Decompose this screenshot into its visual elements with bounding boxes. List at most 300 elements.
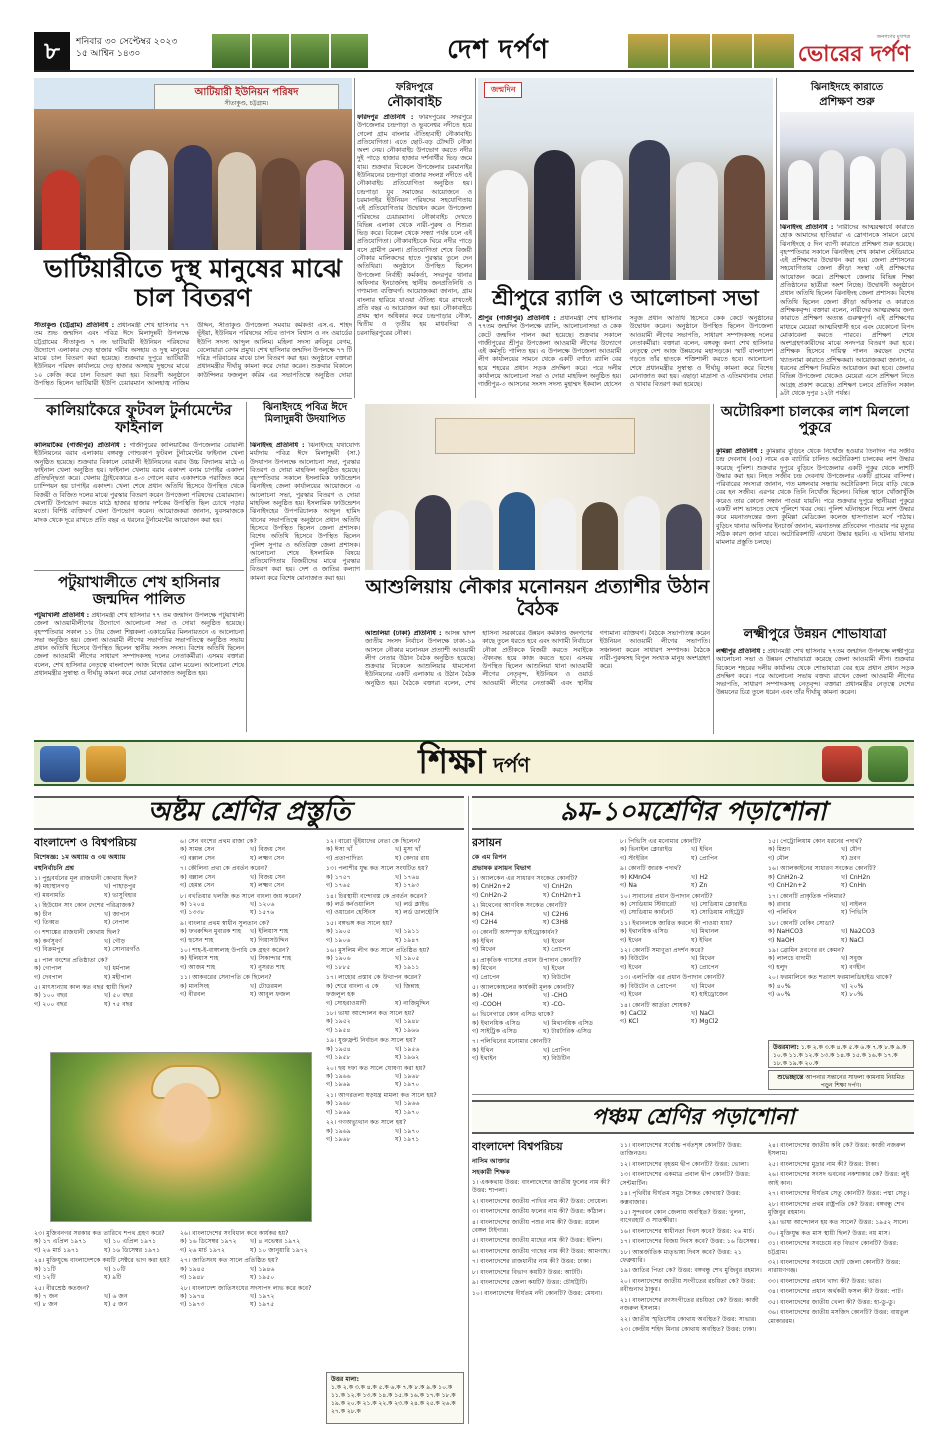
option-text: ক) KMnO4 (620, 873, 651, 881)
option-text: ক) বিউটেন ও প্রোপেন (620, 982, 677, 990)
question-text: ৭। কৌলিন্য প্রথা কে প্রবর্তন করেন? (180, 865, 268, 873)
class8-questions-b (180, 838, 320, 1000)
option-text: ঘ) ১০ জানুয়ারি ১৯৭২ (250, 1246, 308, 1254)
story2-text: ফরিদপুরের সদরপুরে উপজেলার চন্দ্রপাড়া ও ভুবনেশ্বর নদীতে হয়ে গেলো গ্রাম বাংলার ঐতিহ্যবাহী নৌকাবাইচ প্রতিযোগিতা। এতে ছোট-বড় চৌদ্দটি নৌকা অংশ নেয়। নৌকাবাইচ উপভোগ করতে নদীর দুই পাড়ে হাজার হাজার দর্শনার্থীর ভিড় জমে যায়। শুক্রবার বিকেলে উপজেলার চরমানাইর ইউনিয়নের চন্দ্রপাড়া বাজার সংলগ্ন নদীতে এই নৌকাবাইচ প্রতিযোগিতা অনুষ্ঠিত হয়। চন্দ্রপাড়া যুব সমাজের আয়োজনে ও চরমানাইর ইউনিয়ন পরিষদের সহযোগিতায় এই প্রতিযোগিতার উদ্বোধন করেন উপজেলা পরিষদের চেয়ারম্যান। নৌকাবাইচ দেখতে বিভিন্ন এলাকা থেকে নারী-পুরুষ ও শিশুরা ভিড় করে। বিকেল থেকে সন্ধ্যা পর্যন্ত চলে এই প্রতিযোগিতা। নৌকাবাইচকে ঘিরে নদীর পাড়ে বসে গ্রামীণ মেলা। প্রতিযোগিতা শেষে বিজয়ী নৌকার মালিকদের হাতে পুরস্কার তুলে দেন অতিথিরা। অনুষ্ঠানে উপস্থিত ছিলেন উপজেলা নির্বাহী কর্মকর্তা, সদরপুর থানার অফিসার ইনচার্জসহ স্থানীয় জনপ্রতিনিধি ও গণ্যমান্য ব্যক্তিবর্গ। আয়োজকরা জানান, গ্রাম বাংলার হারিয়ে যাওয়া ঐতিহ্য ধরে রাখতেই প্রতি বছর এ আয়োজন করা হয়। নৌকাবাইচে প্রথম স্থান অধিকার করে চন্দ্রপাড়ার নৌকা, দ্বিতীয় ও তৃতীয় হয় মাধবদিয়া ও চরনাছিরপুরের নৌকা। (357, 114, 472, 337)
option-text: ঘ) ইথিন (691, 936, 712, 944)
story7-text: প্রধানমন্ত্রী শেখ হাসিনার ৭৭ তম জন্মদিন উপলক্ষে পটুয়াখালী জেলা আওয়ামীলীগের উদ্যোগে আলোচনা সভা ও দোয়া অনুষ্ঠিত হয়েছে। বৃহস্পতিবার সকাল ১১ টায় জেলা শিল্পকলা একাডেমির মিলনায়তনে এ আলোচনা সভা অনুষ্ঠিত হয়। জেলা আওয়ামী লীগের সভাপতির সভাপতিত্বে অনুষ্ঠিত সভায় প্রধান অতিথি হিসেবে উপস্থিত ছিলেন স্থানীয় সংসদ সদস্য। বিশেষ অতিথি ছিলেন জেলা আওয়ামী লীগের সাধারণ সম্পাদকসহ দলের নেতাকর্মীরা। এসময় বক্তারা বলেন, শেখ হাসিনার নেতৃত্বে বাংলাদেশ আজ বিশ্বের রোল মডেল। আলোচনা শেষে প্রধানমন্ত্রীর সুস্বাস্থ্য ও দীর্ঘায়ু কামনা করে দোয়া মোনাজাত অনুষ্ঠিত হয়। (34, 612, 244, 678)
question-text: ১৬। অ্যালকাইনের সাধারণ সংকেত কোনটি? (768, 865, 876, 873)
story6-byline: ঝিনাইদহ প্রতিনিধি : (250, 442, 305, 449)
question-text: ২১। আগরতলা ষড়যন্ত্র মামলা কত সালে হয়? (326, 1091, 437, 1099)
option-text: খ) সবুজ (841, 955, 863, 963)
option-text: ক) NaHCO3 (768, 928, 803, 936)
story1-photo-banner (154, 84, 339, 110)
option-text: ক) শেরে বাংলা এ কে ফজলুল হক (326, 982, 379, 999)
divider (776, 78, 777, 398)
question-answer: ৯। বাংলাদেশের জেলা কয়টি? উত্তর: চৌষট্টিটি। (472, 1279, 588, 1287)
question-answer: ১৬। বাংলাদেশের স্বাধীনতা দিবস কবে? উত্তর: ২৬ মার্চ। (620, 1227, 755, 1235)
option-text: খ) ১৯৭০ (395, 1127, 420, 1135)
question-options (34, 911, 174, 928)
option-text: খ) বিজয় সেন (250, 873, 286, 881)
option-text: ঘ) ৮০% (841, 991, 864, 999)
option-text: ঘ) বর্ণহীন (841, 963, 866, 971)
question-text: ১৮। ভাষা আন্দোলন কত সালে হয়? (326, 1010, 415, 1018)
option-text: খ) H2 (691, 873, 709, 881)
story1-banner-text: আটিয়ারী ইউনিয়ন পরিষদ (194, 86, 299, 98)
story3-photo (478, 78, 773, 280)
option-text: ক) রাবার (768, 900, 791, 908)
question-options (180, 928, 320, 945)
question-answer: ৫। বাংলাদেশের জাতীয় মাছের নাম কী? উত্তর: ইলিশ। (472, 1237, 603, 1245)
option-text: গ) মৌল (768, 854, 789, 862)
story10-text: প্রধানমন্ত্রী শেখ হাসিনার ৭৭তম জন্মদিন উপলক্ষে লক্ষ্মীপুরে আলোচনা সভা ও উন্নয়ন শোভাযাত্রা করেছে জেলা আওয়ামী লীগ। শুক্রবার বিকেলে শহরের দলীয় কার্যালয় থেকে শোভাযাত্রা বের হয়ে প্রধান প্রধান সড়ক প্রদক্ষিণ করে। পরে আলোচনা সভায় বক্তব্য রাখেন জেলা আওয়ামী লীগের সভাপতি, সাধারণ সম্পাদকসহ নেতৃবৃন্দ। বক্তারা প্রধানমন্ত্রীর নেতৃত্বে দেশের উন্নয়নের চিত্র তুলে ধরেন এবং তাঁর দীর্ঘায়ু কামনা করেন। (716, 648, 914, 697)
option-text: ঘ) প্রোপেন (543, 946, 571, 954)
option-text: গ) NaOH (768, 936, 795, 944)
option-text: খ) -CHO (543, 992, 568, 1000)
question-answer: ২৬। বাংলাদেশের সংসদ ভবনের নকশাকার কে? উত্তর: লুই আই কান। (768, 1171, 910, 1187)
option-text: গ) প্রতাপাদিত্য (326, 854, 363, 862)
question-answer: ২৮। বাংলাদেশের প্রথম রাষ্ট্রপতি কে? উত্তর: বঙ্গবন্ধু শেখ মুজিবুর রহমান। (768, 1200, 905, 1216)
question-answer: ১১। বাংলাদেশের সর্বোচ্চ পর্বতশৃঙ্গ কোনটি? উত্তর: তাজিনডং। (620, 1142, 742, 1158)
option-text: খ) ৬ জন (104, 1292, 128, 1300)
question-text: ৬। সেন বংশের প্রথম রাজা কে? (180, 838, 257, 845)
option-text: গ) ২৬ মার্চ ১৯৭১ (34, 1246, 80, 1254)
question-options (326, 846, 464, 863)
question-answer: ৪। বাংলাদেশের জাতীয় পশুর নাম কী? উত্তর: রয়েল বেঙ্গল টাইগার। (472, 1218, 600, 1234)
date-bengali: ১৫ আশ্বিন ১৪৩০ (76, 49, 141, 60)
option-text: ঘ) ভাসুবিহার (104, 891, 137, 899)
option-text: ঘ) CnH2n+1 (543, 891, 582, 899)
emperor-portrait-illustration (50, 1052, 312, 1222)
story1-byline: সীতাকুণ্ড (চট্টগ্রাম) প্রতিনিধি : (34, 322, 115, 329)
question-answer: ৩১। বাংলাদেশের সবচেয়ে বড় বিভাগ কোনটি? উত্তর: চট্টগ্রাম। (768, 1240, 899, 1256)
story6-headline: ঝিনাইদহে পবিত্র ঈদে মিলাদুন্নবী উদযাপিত (262, 402, 348, 425)
education-banner-title: শিক্ষা (418, 742, 486, 783)
question-answer: ১৮। আন্তর্জাতিক মাতৃভাষা দিবস কবে? উত্তর: ২১ ফেব্রুয়ারি। (620, 1248, 742, 1265)
option-text: গ) আজম শাহ (180, 963, 216, 971)
newspaper-logo (796, 32, 914, 70)
question-text: ১৩। পলাশীর যুদ্ধ কত সালে সংঘটিত হয়? (326, 865, 429, 873)
option-text: ক) লর্ড কর্নওয়ালিস (326, 900, 375, 908)
question-text: ৩। শশাঙ্কের রাজধানী কোথায় ছিল? (34, 929, 120, 937)
question-options (768, 874, 914, 891)
question-answer: ২৩। কেন্দ্রীয় শহিদ মিনার কোথায় অবস্থিত? উত্তর: ঢাকা। (620, 1326, 757, 1334)
option-text: ঘ) কেদার রায় (395, 854, 430, 862)
question-options (34, 1238, 174, 1255)
question-answer: ১৪। পৃথিবীর দীর্ঘতম সমুদ্র সৈকত কোথায়? উত্তর: কক্সবাজার। (620, 1190, 741, 1206)
question-options (326, 1128, 464, 1145)
question-answer: ৩২। বাংলাদেশের সবচেয়ে ছোট জেলা কোনটি? উত্তর: নারায়ণগঞ্জ। (768, 1259, 901, 1275)
question-answer: ৮। বাংলাদেশের বিভাগ কয়টি? উত্তর: আটটি। (472, 1268, 583, 1276)
question-options (620, 901, 762, 918)
class5-col2 (620, 1140, 762, 1424)
question-options (620, 874, 762, 891)
option-text: গ) ১৩৩৮ (180, 909, 205, 917)
question-options (620, 1010, 762, 1027)
option-text: গ) বিক্রমপুর (34, 946, 64, 954)
story5-body (34, 442, 244, 566)
class5-teacher: নাসিম আক্তার (472, 1156, 510, 1165)
option-text: ঘ) ১৯৫০ (250, 1274, 275, 1282)
question-text: ৫। অ্যালকোহলের কার্যকরী মূলক কোনটি? (472, 983, 575, 991)
story3-text: প্রধানমন্ত্রী শেখ হাসিনার ৭৭তম জন্মদিন উপলক্ষে র‍্যালি, আলোচনাসভা ও কেক কেটে জন্মদিন পালন করা হয়েছে। শুক্রবার সকালে গাজীপুরের শ্রীপুর উপজেলা আওয়ামী লীগের উদ্যোগে এই কর্মসূচি পালিত হয়। এ উপলক্ষে উপজেলা আওয়ামী লীগ কার্যালয়ের সামনে থেকে একটি বর্ণাঢ্য র‍্যালি বের হয়ে শহরের প্রধান সড়ক প্রদক্ষিণ করে। পরে দলীয় কার্যালয়ে আলোচনা সভা ও দোয়া মাহফিল অনুষ্ঠিত হয়। গাজীপুর-৩ আসনের সংসদ সদস্য মুহাম্মদ ইকবাল হোসেন সবুজ প্রধান অতিথি হিসেবে কেক কেটে অনুষ্ঠানের উদ্বোধন করেন। অনুষ্ঠানে উপস্থিত ছিলেন উপজেলা আওয়ামী লীগের সভাপতি, সাধারণ সম্পাদকসহ দলের নেতাকর্মীরা। বক্তারা বলেন, বঙ্গবন্ধু কন্যা শেখ হাসিনার নেতৃত্বে দেশ আজ উন্নয়নের মহাসড়কে। স্মার্ট বাংলাদেশ গড়তে তাঁর হাতকে শক্তিশালী করতে হবে। আলোচনা শেষে প্রধানমন্ত্রীর সুস্বাস্থ্য ও দীর্ঘায়ু কামনা করে বিশেষ মোনাজাত করা হয়। এছাড়া মাদ্রাসা ও এতিমখানায় দোয়া ও খাবার বিতরণ করা হয়েছে। (478, 315, 773, 389)
question-text: ১৯। ব্রোমিন দ্রবণের রং কেমন? (768, 947, 845, 955)
option-text: ঘ) ১৯৭৫ (250, 1301, 275, 1309)
question-text: ৯। বাংলার প্রথম স্বাধীন সুলতান কে? (180, 919, 270, 927)
question-options (326, 874, 464, 891)
story4-kicker: ঝিনাইদহে কারাতে (810, 82, 884, 93)
option-text: খ) ইথেন (543, 965, 565, 973)
question-text: ১৩। এলপিজি এর প্রধান উপাদান কোনটি? (620, 974, 725, 982)
class5-questions-a (472, 1179, 614, 1298)
story4-body (780, 224, 914, 396)
option-text: খ) ১৯৬৮ (395, 1072, 420, 1080)
option-text: গ) ইথেন (620, 963, 642, 971)
story9-text: কুমিল্লার বুড়িচং থেকে নিখোঁজ হওয়ার তিনদিন পর সজীব চন্দ্র দেবনাথ (৩৫) নামে এক ব্যাটারি চালিত অটোরিকশা চালকের লাশ উদ্ধার করেছে পুলিশ। শুক্রবার দুপুরে বুড়িচং উপজেলার একটি পুকুর থেকে লাশটি উদ্ধার করা হয়। নিহত সজীব চন্দ্র দেবনাথ উপজেলার একটি গ্রামের বাসিন্দা। পরিবারের সদস্যরা জানান, গত মঙ্গলবার সন্ধ্যায় অটোরিকশা নিয়ে বাড়ি থেকে বের হন সজীব। এরপর থেকে তিনি নিখোঁজ ছিলেন। বিভিন্ন স্থানে খোঁজাখুঁজি করেও তার কোনো সন্ধান পাওয়া যায়নি। পরে শুক্রবার দুপুরে স্থানীয়রা পুকুরে একটি লাশ ভাসতে দেখে পুলিশে খবর দেয়। পুলিশ ঘটনাস্থলে গিয়ে লাশ উদ্ধার করে ময়নাতদন্তের জন্য কুমিল্লা মেডিকেল কলেজ হাসপাতাল মর্গে পাঠায়। বুড়িচং থানার অফিসার ইনচার্জ জানান, ময়নাতদন্ত প্রতিবেদন পাওয়ার পর মৃত্যুর সঠিক কারণ জানা যাবে। অটোরিকশাটি এখনো উদ্ধার হয়নি। এ ঘটনায় থানায় মামলার প্রস্তুতি চলছে। (716, 448, 914, 547)
class5-questions-c (768, 1142, 914, 1326)
question-answer: ৩৫। বাংলাদেশের জাতীয় খেলা কী? উত্তর: হা-ডু-ডু। (768, 1298, 895, 1306)
option-text: ক) ১১টি (34, 1265, 56, 1273)
question-text: ৯। কোনটি জারক পদার্থ? (620, 865, 682, 873)
option-text: খ) লর্ড ক্লাইভ (395, 900, 430, 908)
class5-col1 (472, 1140, 614, 1424)
class910-answer-title: উত্তরমালা: (773, 1044, 799, 1051)
option-text: গ) ১৯৫৮ (326, 1054, 351, 1062)
option-text: খ) ১৯৬৬ (395, 1100, 420, 1108)
option-text: গ) ইথেন (620, 991, 642, 999)
option-text: ঘ) সোনারগাঁও (104, 946, 140, 954)
question-text: ৮। পিভিসি এর মনোমার কোনটি? (620, 838, 702, 845)
question-answer: ১৩। বাংলাদেশের একমাত্র প্রবাল দ্বীপ কোনটি? উত্তর: সেন্টমার্টিন। (620, 1171, 751, 1187)
option-text: খ) ১৭৬৪ (395, 873, 420, 881)
question-answer: ২। বাংলাদেশের জাতীয় পাখির নাম কী? উত্তর: দোয়েল। (472, 1197, 608, 1205)
option-text: খ) ১৯৭২ (250, 1292, 275, 1300)
option-text: খ) ১৯০৫ (395, 955, 420, 963)
question-options (768, 846, 914, 863)
option-text: গ) বীরবল (180, 991, 206, 999)
option-text: খ) মুসা খাঁ (395, 846, 421, 854)
option-text: ঘ) NaCl (841, 936, 864, 944)
story1-photo-people (34, 130, 352, 250)
option-text: গ) ১৯৭৩ (180, 1301, 205, 1309)
option-text: খ) ১০টি (104, 1265, 126, 1273)
option-text: ঘ) CnHn (841, 882, 867, 890)
option-text: ঘ) ১৯৭১ (395, 1135, 420, 1143)
option-text: খ) ১৯১১ (395, 928, 420, 936)
story5-byline: কালিয়াকৈর (গাজীপুর) প্রতিনিধি : (34, 442, 126, 449)
question-text: ৩। কোনটি অসম্পৃক্ত হাইড্রোকার্বন? (472, 929, 558, 937)
question-options (472, 992, 614, 1009)
question-options (180, 955, 320, 972)
option-text: ক) ১৯৫২ (326, 1018, 351, 1026)
class910-designation: প্রভাষক রসায়ন বিভাগ (472, 863, 532, 872)
option-text: খ) ৪ নভেম্বর ১৯৭২ (250, 1238, 301, 1246)
option-text: খ) মিথানয়িক এসিড (543, 1019, 593, 1027)
brand-name: ভোরের দর্পণ (797, 41, 910, 68)
option-text: গ) হলুদ (768, 963, 788, 971)
option-text: ঘ) ১৯৭০ (395, 1081, 420, 1089)
option-text: ক) ১৭ এপ্রিল ১৯৭১ (34, 1238, 87, 1246)
question-options (472, 883, 614, 900)
question-answer: ১। এককথায় উত্তর: বাংলাদেশের জাতীয় ফুলের নাম কী? উত্তর: শাপলা। (472, 1178, 610, 1195)
story1-photo (34, 78, 352, 250)
question-options (326, 983, 464, 1008)
option-text: ঘ) লক্ষ্মণ সেন (250, 854, 285, 862)
question-text: ১২। বারো ভূঁইয়াদের নেতা কে ছিলেন? (326, 838, 421, 845)
option-text: গ) প্রোপেন (472, 973, 500, 981)
story6-text: ঝিনাইদহে যথাযোগ্য মর্যাদায় পবিত্র ঈদে মিলাদুন্নবী (সা.) উদযাপন উপলক্ষে আলোচনা সভা, পুরস্কার বিতরণ ও দোয়া মাহফিল অনুষ্ঠিত হয়েছে। বৃহস্পতিবার সকালে ইসলামিক ফাউন্ডেশন ঝিনাইদহ জেলা কার্যালয়ের আয়োজনে এ আলোচনা সভা, পুরস্কার বিতরণ ও দোয়া মাহফিল অনুষ্ঠিত হয়। ইসলামিক ফাউন্ডেশন ঝিনাইদহের উপপরিচালক আব্দুল হামিদ খানের সভাপতিত্বে অনুষ্ঠানে প্রধান অতিথি হিসেবে উপস্থিত ছিলেন জেলা প্রশাসক। বিশেষ অতিথি হিসেবে উপস্থিত ছিলেন পুলিশ সুপার ও অতিরিক্ত জেলা প্রশাসক। আলোচনা শেষে ইসলামিক বিষয়ে প্রতিযোগিতায় বিজয়ীদের মাঝে পুরস্কার বিতরণ করা হয়। দেশ ও জাতির কল্যাণ কামনা করে বিশেষ মোনাজাত করা হয়। (250, 442, 360, 582)
option-text: ঘ) প্রোপিন (691, 854, 718, 862)
divider (34, 398, 352, 399)
masthead (34, 32, 914, 72)
option-text: ঘ) ৭৫ বছর (104, 1000, 133, 1008)
question-text: ৬। ভিনেগারে কোন এসিড থাকে? (472, 1011, 554, 1019)
story5-text: গাজীপুরের কালিয়াকৈর উপজেলার বোয়ালী ইউনিয়নের বরাব এলাকায় বঙ্গবন্ধু গোল্ডকাপ ফুটবল টুর্নামেন্টের ফাইনাল খেলা অনুষ্ঠিত হয়েছে। শুক্রবার বিকালে বোয়ালী ইউনিয়নের বরাব উচ্চ বিদ্যালয় মাঠে এ ফাইনাল খেলা অনুষ্ঠিত হয়। ফাইনাল খেলায় বরাব একাদশ বনাম চাপাইর একাদশ প্রতিদ্বন্দ্বিতা করে। খেলায় ট্রাইবেকারে ৪-৩ গোলে বরাব একাদশকে পরাজিত করে চ্যাম্পিয়ন হয় চাপাইর একাদশ। খেলা শেষে প্রধান অতিথি হিসেবে উপস্থিত থেকে বিজয়ী ও বিজিত দলের মাঝে পুরস্কার বিতরণ করেন উপজেলা পরিষদের চেয়ারম্যান। খেলাটি উপভোগ করতে মাঠে হাজার হাজার দর্শকের উপস্থিতি ছিল চোখে পড়ার মতো। বিশিষ্ট ব্যক্তিবর্গ খেলা উপভোগ করেন। আয়োজকরা জানান, যুবসমাজকে মাদক থেকে দূরে রাখতে প্রতি বছর এ ধরনের টুর্নামেন্টের আয়োজন করা হয়। (34, 442, 244, 524)
question-text: ১০। সাবানের প্রধান উপাদান কোনটি? (620, 892, 713, 900)
question-options (34, 992, 174, 1009)
question-answer: ১৯। জাতির পিতা কে? উত্তর: বঙ্গবন্ধু শেখ মুজিবুর রহমান। (620, 1267, 762, 1275)
story10-headline: লক্ষ্মীপুরে উন্নয়ন শোভাযাত্রা (743, 627, 887, 642)
option-text: ঘ) লর্ড ডালহৌসি (395, 909, 439, 917)
option-text: গ) ১৯৬৯ (326, 1081, 351, 1089)
question-options (180, 1266, 320, 1283)
class910-questions-a (472, 875, 614, 1064)
question-text: ২৪। মুক্তিযুদ্ধে বাংলাদেশকে কয়টি সেক্টরে ভাগ করা হয়? (34, 1257, 170, 1265)
option-text: ক) বিউটেন (620, 955, 649, 963)
option-text: ক) ইথানয়িক এসিড (620, 928, 669, 936)
option-text: ঘ) ১৯৪৭ (395, 936, 420, 944)
portrait-face (161, 1083, 211, 1143)
option-text: গ) স্টাইরিন (620, 854, 648, 862)
option-text: ক) ১৯৬৯ (326, 1127, 351, 1135)
question-text: ১৪। চিরস্থায়ী বন্দোবস্ত কে প্রবর্তন করেন? (326, 892, 427, 900)
question-options (472, 938, 614, 955)
option-text: খ) ১৯৫৬ (395, 1045, 420, 1053)
brand-tagline: জনগণের মুখপত্র (876, 33, 910, 40)
option-text: ঘ) আবুল ফজল (250, 991, 291, 999)
question-options (326, 1046, 464, 1063)
option-text: গ) ১৮৮৫ (326, 963, 351, 971)
question-answer: ২১। বাংলাদেশের রণসংগীতের রচয়িতা কে? উত্তর: কাজী নজরুল ইসলাম। (620, 1296, 759, 1313)
option-text: ক) ইলিয়াস শাহ (180, 955, 219, 963)
education-banner (34, 740, 914, 786)
question-answer: ২৭। বাংলাদেশের দীর্ঘতম সেতু কোনটি? উত্তর: পদ্মা সেতু। (768, 1190, 910, 1198)
story2-kicker: ফরিদপুরে (395, 82, 434, 93)
option-text: গ) বল্লাল সেন (180, 854, 215, 862)
option-text: খ) ইথেন (543, 937, 565, 945)
question-text: ২০। ছয় দফা কত সালে ঘোষণা করা হয়? (326, 1064, 426, 1072)
question-options (180, 846, 320, 863)
divider (34, 570, 244, 571)
option-text: ক) -OH (472, 992, 493, 1000)
story2-body (357, 114, 472, 392)
option-text: খ) ১২০৬ (250, 900, 275, 908)
question-answer: ৭। বাংলাদেশের রাজধানীর নাম কী? উত্তর: ঢাকা। (472, 1258, 592, 1266)
option-text: ক) ১৬ ডিসেম্বর ১৯৭২ (180, 1238, 237, 1246)
option-text: ঘ) পিভিসি (841, 909, 868, 917)
option-text: গ) CnH2n+2 (768, 882, 807, 890)
class8-section-title: অষ্টম শ্রেণির প্রস্তুতি (34, 796, 464, 830)
option-text: খ) ধর্মপাল (104, 965, 130, 973)
story8-photo-people (365, 470, 710, 570)
question-options (34, 1266, 174, 1283)
question-options (326, 1018, 464, 1035)
option-text: ঘ) ১৬ ডিসেম্বর ১৯৭১ (104, 1246, 161, 1254)
question-text: ৭। পলিথিনের মনোমার কোনটি? (472, 1038, 551, 1046)
option-text: গ) ১৯৫৪ (326, 1026, 351, 1034)
class910-answer-box (768, 1040, 914, 1068)
question-options (620, 846, 762, 863)
question-options (34, 883, 174, 900)
question-options (620, 983, 762, 1000)
option-text: ক) ১২০৪ (180, 900, 205, 908)
option-text: ক) ইথানয়িক এসিড (472, 1019, 521, 1027)
class910-col3 (768, 836, 914, 1036)
book-icon (40, 746, 80, 782)
class8-subject: বাংলাদেশ ও বিশ্বপরিচয় (34, 836, 137, 849)
story1-banner-subtext: সীতাকুণ্ড, চট্টগ্রাম। (224, 99, 269, 107)
option-text: ক) মিশ্রণ (768, 846, 791, 854)
class8-questions-d (34, 1230, 174, 1310)
option-text: ঘ) MgCl2 (691, 1018, 719, 1026)
option-text: গ) ২০০ বছর (34, 1000, 68, 1008)
question-text: ২। মিথেনের আণবিক সংকেত কোনটি? (472, 902, 567, 910)
option-text: গ) হেমন্ত সেন (180, 882, 215, 890)
divider (354, 78, 355, 398)
question-text: ২৬। বাংলাদেশের সংবিধান কবে কার্যকর হয়? (180, 1230, 289, 1237)
option-text: গ) তিব্বত (34, 918, 60, 926)
option-text: গ) সোহরাওয়ার্দী (326, 999, 367, 1007)
question-text: ১৬। মুসলিম লীগ কত সালে প্রতিষ্ঠিত হয়? (326, 947, 430, 955)
option-text: গ) ১৯০৬ (326, 936, 351, 944)
option-text: ঘ) Zn (691, 882, 708, 890)
question-options (768, 983, 914, 1000)
question-text: ২০। ফরমালিনে কত শতাংশ ফরমালডিহাইড থাকে? (768, 974, 893, 982)
option-text: ঘ) বিউটিন (543, 1055, 571, 1063)
option-text: খ) ১৯৪৬ (250, 1265, 275, 1273)
page-number: ৮ (34, 32, 70, 70)
option-text: ক) ৪০% (768, 982, 791, 990)
option-text: গ) সাইট্রিক এসিড (472, 1028, 518, 1036)
option-text: ঘ) ১৭৯৩ (395, 882, 420, 890)
option-text: গ) ১৯৬৯ (326, 1108, 351, 1116)
class8-col2 (180, 836, 320, 1048)
question-answer: ৩৩। বাংলাদেশের প্রধান খাদ্য কী? উত্তর: ভাত। (768, 1277, 882, 1285)
date-block (70, 32, 210, 70)
option-text: ঘ) নুসরত শাহ (250, 963, 285, 971)
option-text: খ) NaCl (691, 1010, 714, 1018)
option-text: গ) C2H4 (472, 918, 498, 926)
question-options (326, 1073, 464, 1090)
option-text: ঘ) প্রোপেন (691, 963, 719, 971)
option-text: ক) লালচে বাদামী (768, 955, 812, 963)
option-text: ক) ১৯৫৪ (326, 1045, 351, 1053)
option-text: গ) হুসেন শাহ (180, 936, 214, 944)
option-text: ক) কর্ণসুবর্ণ (34, 937, 63, 945)
story7-body (34, 612, 244, 734)
question-answer: ১৭। বাংলাদেশের বিজয় দিবস কবে? উত্তর: ১৬ ডিসেম্বর। (620, 1238, 760, 1246)
option-text: ঘ) C3H8 (543, 918, 569, 926)
story2-byline: ফরিদপুর প্রতিনিধি : (357, 114, 414, 121)
class8-answer-title: উত্তর মালা: (331, 1376, 360, 1383)
class910-note-title: শুভেচ্ছান্তে (777, 1074, 804, 1081)
story3-body (478, 315, 773, 395)
option-text: ক) ভিনাইল ক্লোরাইড (620, 846, 673, 854)
question-options (472, 1020, 614, 1037)
story4-photo (780, 112, 914, 220)
question-text: ২৩। মুজিবনগর সরকার কত তারিখে শপথ গ্রহণ করে? (34, 1230, 165, 1237)
option-text: ক) মানসিংহ (180, 982, 210, 990)
class5-subject: বাংলাদেশ বিশ্বপরিচয় (472, 1140, 563, 1153)
story10-byline: লক্ষ্মীপুর প্রতিনিধি : (716, 648, 766, 655)
class8-questions-c (326, 838, 464, 1144)
question-text: ১৮। কোনটি বেকিং সোডা? (768, 919, 835, 927)
question-text: ১১। আকবরের সেনাপতি কে ছিলেন? (180, 974, 272, 982)
question-text: ২৫। বীরশ্রেষ্ঠ কতজন? (34, 1284, 90, 1292)
option-text: গ) ইথাইন (472, 1055, 497, 1063)
question-text: ২। হিউয়েন সাং কোন দেশের পরিব্রাজক? (34, 902, 135, 910)
story9-headline: অটোরিকশা চালকের লাশ মিললো পুকুরে (720, 404, 910, 437)
option-text: খ) নাইলন (841, 900, 867, 908)
option-text: ঘ) -CO- (543, 1000, 566, 1008)
option-text: খ) C2H6 (543, 910, 569, 918)
option-text: গ) KCl (620, 1018, 639, 1026)
class910-note-box (768, 1070, 914, 1090)
question-text: ১৫। বঙ্গভঙ্গ কত সালে হয়? (326, 919, 393, 927)
option-text: গ) ১৯৬৮ (326, 1135, 351, 1143)
question-answer: ২০। বাংলাদেশের জাতীয় সংগীতের রচয়িতা কে? উত্তর: রবীন্দ্রনাথ ঠাকুর। (620, 1277, 756, 1294)
option-text: ক) CnH2n+2 (472, 883, 511, 891)
option-text: গ) ৬০% (768, 991, 791, 999)
question-text: ১। অ্যালকেন এর সাধারণ সংকেত কোনটি? (472, 874, 578, 882)
question-answer: ১২। বাংলাদেশের বৃহত্তম দ্বীপ কোনটি? উত্তর: ভোলা। (620, 1160, 749, 1168)
question-text: ১। পুন্ড্রবর্ধনের মূল রাজধানী কোথায় ছিল? (34, 874, 137, 882)
option-text: ক) ১৯৪৫ (180, 1265, 205, 1273)
option-text: গ) ১৯৪৮ (180, 1274, 205, 1282)
option-text: খ) ইথিন (691, 846, 713, 854)
question-options (620, 928, 762, 945)
question-options (34, 1293, 174, 1310)
option-text: ঘ) বিউটেন (543, 973, 571, 981)
date-gregorian: শনিবার ৩০ সেপ্টেম্বর ২০২৩ (76, 37, 178, 47)
option-text: খ) CnH2n (543, 883, 573, 891)
option-text: ক) CaCl2 (620, 1010, 647, 1018)
question-options (326, 955, 464, 972)
option-text: ক) সোডিয়াম স্টিয়ারেট (620, 900, 677, 908)
option-text: ঘ) দ্রবণ (841, 854, 861, 862)
option-text: ঘ) টারটারিক এসিড (543, 1028, 592, 1036)
option-text: খ) যৌগ (841, 846, 862, 854)
divider (468, 796, 469, 1424)
story8-photo (365, 404, 710, 570)
question-text: ১৯। যুক্তফ্রন্ট নির্বাচন কত সালে হয়? (326, 1037, 416, 1045)
question-text: ১৪। কোনটি আর্দ্রতা শোষক? (620, 1001, 691, 1009)
option-text: ঘ) ১৯৬২ (395, 1054, 420, 1062)
option-text: ঘ) ৫ জন (104, 1301, 128, 1309)
option-text: ক) মহাস্থানগড় (34, 883, 70, 891)
option-text: খ) পাহাড়পুর (104, 883, 136, 891)
divider (475, 78, 476, 398)
story5-headline: কালিয়াকৈরে ফুটবল টুর্নামেন্টের ফাইনাল (46, 401, 232, 437)
question-answer: ৬। বাংলাদেশের জাতীয় গাছের নাম কী? উত্তর: আমগাছ। (472, 1247, 610, 1255)
question-answer: ২৫। বাংলাদেশের মুদ্রার নাম কী? উত্তর: টাকা। (768, 1160, 879, 1168)
option-text: ক) ইথিন (472, 937, 494, 945)
question-options (180, 874, 320, 891)
question-answer: ২৪। বাংলাদেশের জাতীয় কবি কে? উত্তর: কাজী নজরুল ইসলাম। (768, 1142, 906, 1158)
question-options (34, 965, 174, 982)
story3-photo-people (478, 130, 773, 280)
class8-col3 (326, 836, 464, 1236)
story9-body (716, 448, 914, 624)
